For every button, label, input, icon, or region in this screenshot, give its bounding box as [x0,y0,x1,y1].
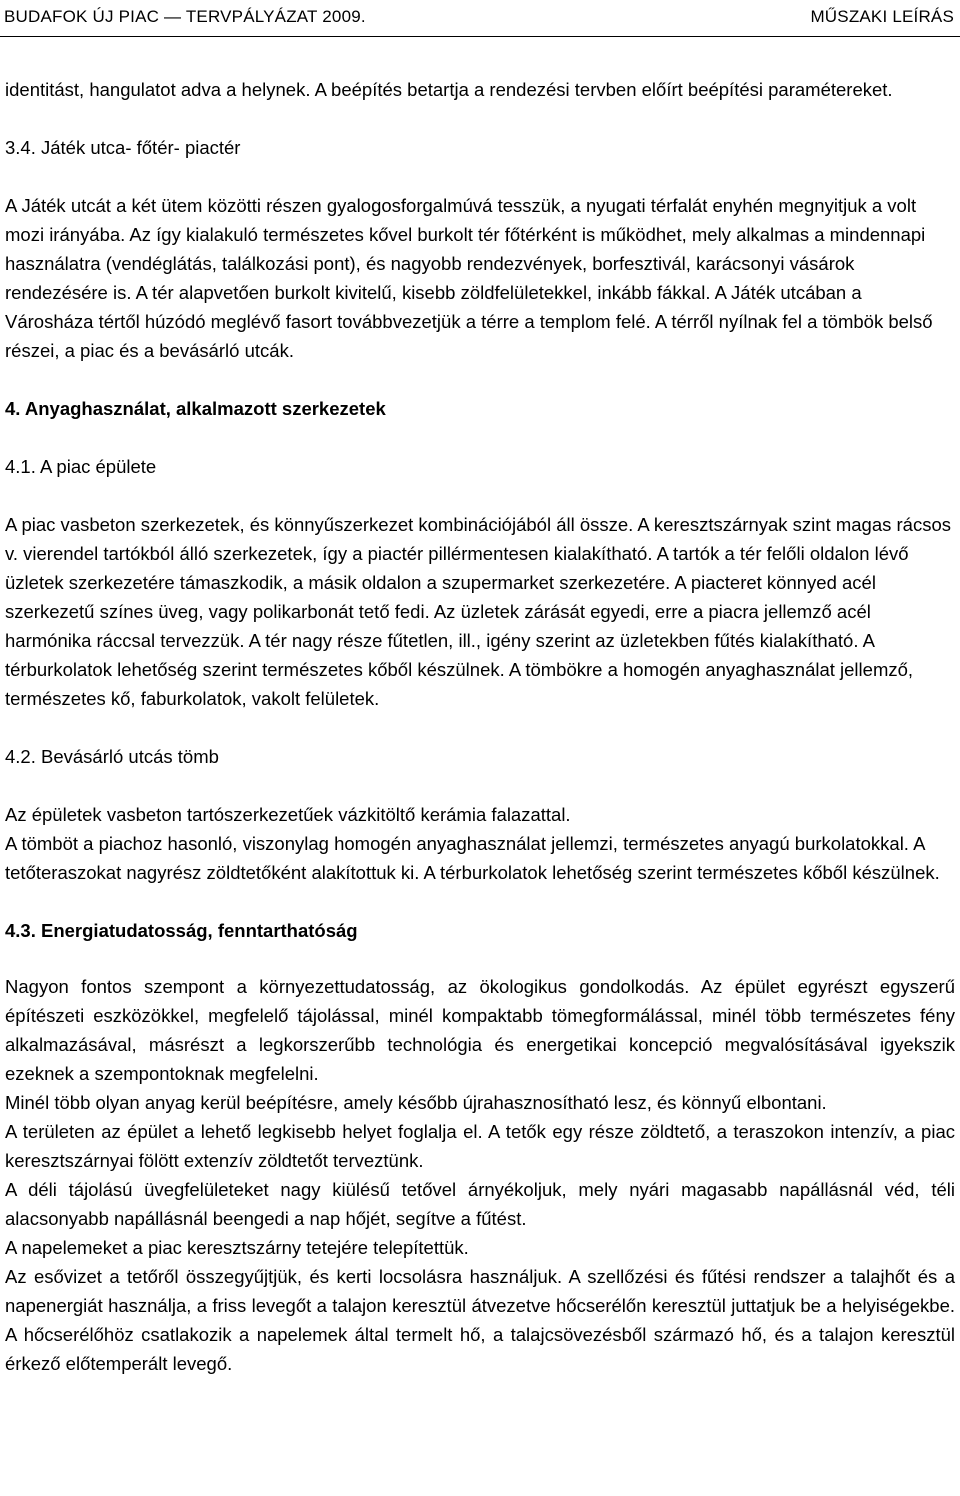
intro-paragraph: identitást, hangulatot adva a helynek. A beépítés betartja a rendezési tervben előírt beépítési paramétereket. [5,79,893,100]
section-4-2-paragraph-2: A tömböt a piachoz hasonló, viszonylag homogén anyaghasználat jellemzi, természetes anyagú burkolatokkal. A tetőteraszokat nagyrész zöldtetőként alakítottuk ki. A térburkolatok lehetőség szerint természetes kőből készülnek. [5,833,940,883]
section-3-4-heading: 3.4. Játék utca- főtér- piactér [5,137,241,158]
section-4-3-paragraph: Nagyon fontos szempont a környezettudatosság, az ökologikus gondolkodás. Az épület egyrészt egyszerű építészeti eszközökkel, megfelelő tájolással, minél kompaktabb tömegformálással, minél több természetes fény alkalmazásával, másrészt a legkorszerűbb technológia és energetikai koncepció megvalósításával igyekszik ezeknek a szempontoknak megfelelni. [5,976,955,1084]
section-4-3-paragraph: Minél több olyan anyag kerül beépítésre, amely később újrahasznosítható lesz, és könnyű elbontani. [5,1092,827,1113]
section-4-3-paragraph: Az esővizet a tetőről összegyűjtjük, és kerti locsolásra használjuk. A szellőzési és fűtési rendszer a talajhőt és a napenergiát használja, a friss levegőt a talajon keresztül átvezetve hőcserélőn keresztül juttatjuk be a helyiségekbe. A hőcserélőhöz csatlakozik a napelemek által termelt hő, a talajcsövezésből származó hő, és a talajon keresztül érkező előtemperált levegő. [5,1266,955,1374]
section-4-2-paragraph-1: Az épületek vasbeton tartószerkezetűek vázkitöltő kerámia falazattal. [5,804,571,825]
header-document-type: MŰSZAKI LEÍRÁS [810,7,954,26]
section-4-3-paragraph: A déli tájolású üvegfelületeket nagy kiülésű tetővel árnyékoljuk, mely nyári magasabb napállásnál véd, téli alacsonyabb napállásnál beengedi a nap hőjét, segítve a fűtést. [5,1179,955,1229]
section-4-3-paragraph: A napelemeket a piac keresztszárny tetejére telepítettük. [5,1237,469,1258]
section-4-1-body: A piac vasbeton szerkezetek, és könnyűszerkezet kombinációjából áll össze. A keresztszárnyak szint magas rácsos v. vierendel tartókból álló szerkezetek, így a piactér pillérmentesen kialakítható. A tartók a tér felőli oldalon lévő üzletek szerkezetére támaszkodik, a másik oldalon a szupermarket szerkezetére. A piacteret könnyed acél szerkezetű színes üveg, vagy polikarbonát tető fedi. Az üzletek zárását egyedi, erre a piacra jellemző acél harmónika ráccsal tervezzük. A tér nagy része fűtetlen, ill., igény szerint az üzletekben fűtés kialakítható. A térburkolatok lehetőség szerint természetes kőből készülnek. A tömbökre a homogén anyaghasználat jellemző, természetes kő, faburkolatok, vakolt felületek. [5,514,952,709]
section-4-3-paragraph: A területen az épület a lehető legkisebb helyet foglalja el. A tetők egy része zöldtető, a teraszokon intenzív, a piac keresztszárnyai fölött extenzív zöldtetőt terveztünk. [5,1121,955,1171]
header-project-title: BUDAFOK ÚJ PIAC — TERVPÁLYÁZAT 2009. [4,7,366,26]
page-header [0,0,960,37]
document-body [5,75,955,1378]
section-3-4-body: A Játék utcát a két ütem közötti részen gyalogosforgalmúvá tesszük, a nyugati térfalát enyhén megnyitjuk a volt mozi irányába. Az így kialakuló természetes kővel burkolt tér főtérként is működhet, mely alkalmas a mindennapi használatra (vendéglátás, találkozási pont), és nagyobb rendezvények, borfesztivál, karácsonyi vásárok rendezésére is. A tér alapvetően burkolt kivitelű, kisebb zöldfelületekkel, inkább fákkal. A Játék utcában a Városháza tértől húzódó meglévő fasort továbbvezetjük a térre a templom felé. A térről nyílnak fel a tömbök belső részei, a piac és a bevásárló utcák. [5,195,933,361]
section-4-3-heading [5,916,955,945]
section-4-3-title: Energiatudatosság, fenntarthatóság [41,920,358,941]
section-4-heading: 4. Anyaghasználat, alkalmazott szerkezetek [5,398,386,419]
section-4-2-heading: 4.2. Bevásárló utcás tömb [5,746,219,767]
section-4-1-heading: 4.1. A piac épülete [5,456,157,477]
section-4-3-number: 4.3. [5,920,36,941]
